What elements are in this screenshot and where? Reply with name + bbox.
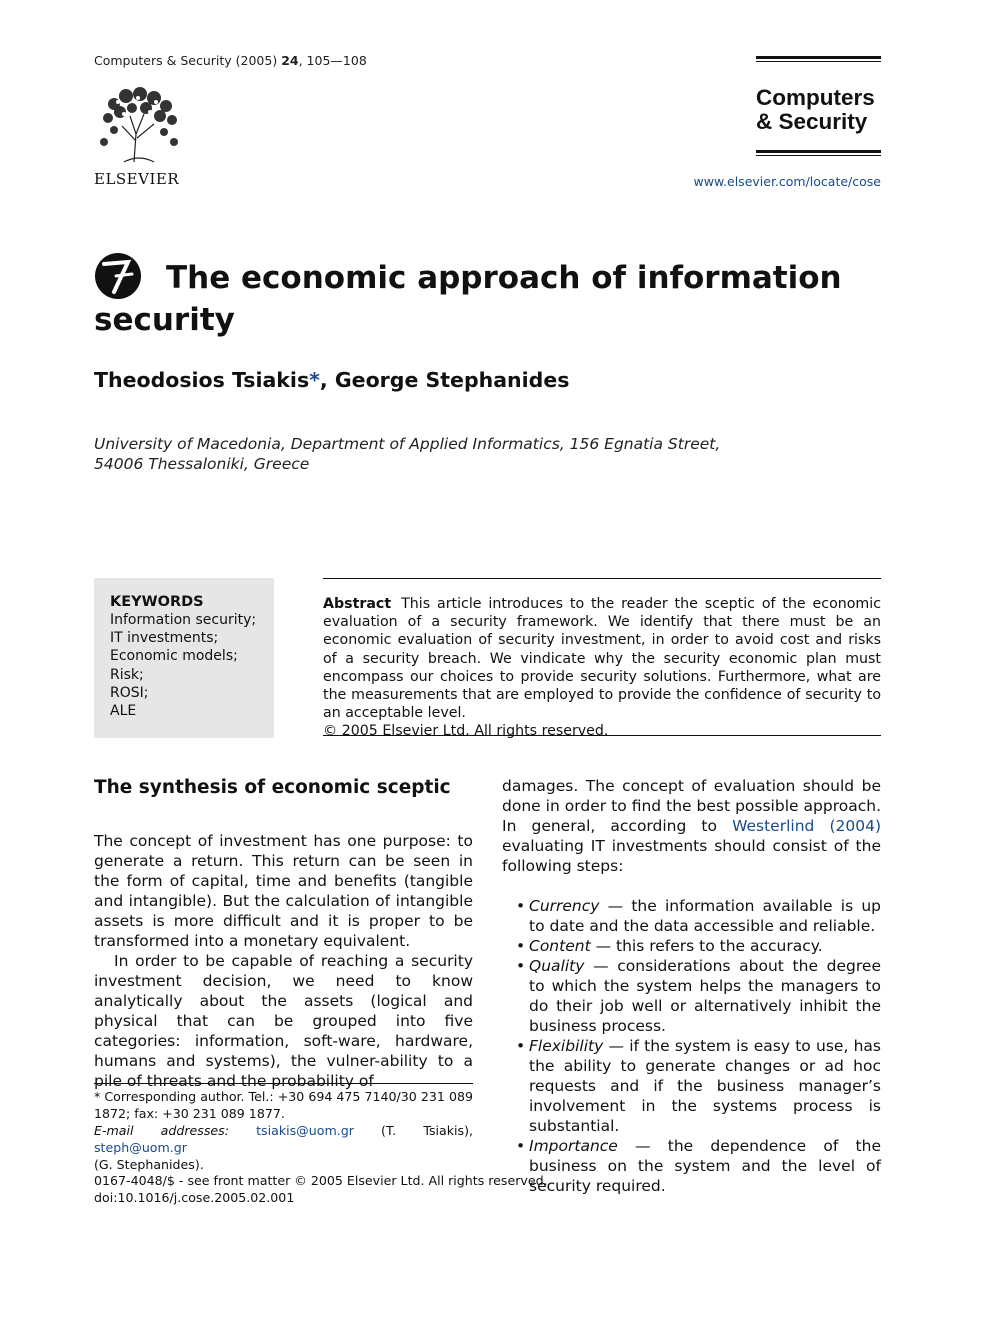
keywords-title: KEYWORDS xyxy=(110,594,204,610)
corresponding-author-mark[interactable]: * xyxy=(309,368,320,392)
list-item-term: Currency xyxy=(529,897,600,915)
email-note xyxy=(94,1122,473,1173)
bullet-icon: • xyxy=(516,897,526,915)
keyword-item: Information security; xyxy=(110,612,257,628)
keyword-item: IT investments; xyxy=(110,630,219,647)
affiliation-line2: 54006 Thessaloniki, Greece xyxy=(94,455,310,473)
list-item xyxy=(502,936,881,956)
journal-rule-top xyxy=(756,56,881,59)
email-label: E-mail addresses: xyxy=(94,1123,229,1138)
email-name-2: (G. Stephanides). xyxy=(94,1157,204,1172)
list-item-term: Quality xyxy=(529,957,585,975)
keyword-item: Risk; xyxy=(110,666,144,683)
list-item-term: Flexibility xyxy=(529,1037,604,1055)
journal-rule-bottom-thin xyxy=(756,155,881,156)
doi-line[interactable]: doi:10.1016/j.cose.2005.02.001 xyxy=(94,1190,295,1205)
keyword-item: ALE xyxy=(110,703,137,720)
list-item-text: — this refers to the accuracy. xyxy=(590,937,823,955)
journal-brand xyxy=(756,56,881,156)
body-paragraph: In order to be capable of reaching a security investment decision, we need to know analytically about the assets (logical and physical that can be grouped into five categories: information, soft-ware, hardware, humans and systems), the vulner-ability to a pile of threats and the probability of xyxy=(94,952,473,1090)
abstract-text xyxy=(323,595,881,722)
list-item xyxy=(502,1136,881,1196)
citation-volume: 24 xyxy=(281,53,299,68)
list-item-text: — considerations about the degree to which the system helps the managers to do their job well or alternatively inhibit the business process. xyxy=(529,957,881,1035)
keywords-box xyxy=(94,578,274,738)
page-footer xyxy=(94,1172,548,1206)
citation-journal: Computers & Security (2005) xyxy=(94,53,278,68)
list-item xyxy=(502,956,881,1036)
bullet-icon: • xyxy=(516,937,526,955)
section-heading: The synthesis of economic sceptic xyxy=(94,777,451,798)
para3-after: evaluating IT investments should consist of the following steps: xyxy=(502,837,881,875)
list-item-text: — the dependence of the business on the system and the level of security required. xyxy=(529,1137,881,1195)
journal-name-line2: & Security xyxy=(756,109,868,134)
journal-citation xyxy=(94,53,367,68)
issn-line: 0167-4048/$ - see front matter © 2005 Elsevier Ltd. All rights reserved. xyxy=(94,1173,548,1188)
affiliation xyxy=(94,434,720,474)
footnotes xyxy=(94,1088,473,1173)
author-separator: , xyxy=(319,368,335,392)
keyword-item: Economic models; xyxy=(110,648,238,665)
body-column-right xyxy=(502,776,881,1196)
abstract-copyright: © 2005 Elsevier Ltd. All rights reserved. xyxy=(323,723,609,740)
abstract-body: This article introduces to the reader the sceptic of the economic evaluation of a security framework. We identify that there must be an economic evaluation of security investment, in order to avoid cost and risks of a security breach. We vindicate why the security economic plan must encompass our choices to provide security solutions. Furthermore, what are the measurements that are employed to provide the confidence of security to an acceptable level. xyxy=(323,596,881,722)
author-2: George Stephanides xyxy=(334,368,570,392)
abstract-box xyxy=(323,578,881,740)
affiliation-line1: University of Macedonia, Department of Applied Informatics, 156 Egnatia Street, xyxy=(94,435,721,453)
bullet-icon: • xyxy=(516,957,526,975)
article-title-block xyxy=(94,252,854,340)
list-item-term: Content xyxy=(529,937,591,955)
list-item-text: — if the system is easy to use, has the ability to generate changes or ad hoc requests and if the business manager’s involvement in the systems process is substantial. xyxy=(529,1037,881,1135)
bullet-icon: • xyxy=(516,1037,526,1055)
author-list xyxy=(94,368,569,392)
body-column-left xyxy=(94,776,473,1091)
reference-link[interactable]: Westerlind (2004) xyxy=(732,817,881,835)
email-name-1: (T. Tsiakis), xyxy=(353,1123,473,1138)
citation-pages: , 105—108 xyxy=(298,53,367,68)
journal-name xyxy=(756,62,881,150)
keyword-item: ROSI; xyxy=(110,684,149,701)
list-item-term: Importance xyxy=(529,1137,618,1155)
list-item xyxy=(502,896,881,936)
elsevier-tree-icon xyxy=(94,86,184,164)
body-paragraph xyxy=(502,776,881,876)
article-title xyxy=(94,252,854,340)
author-1: Theodosios Tsiakis xyxy=(94,368,310,392)
list-item-text: — the information available is up to date and the data accessible and reliable. xyxy=(529,897,881,935)
publisher-name: ELSEVIER xyxy=(94,170,180,188)
abstract-label: Abstract xyxy=(323,596,392,612)
body-paragraph: The concept of investment has one purpose: to generate a return. This return can be seen in the form of capital, time and benefits (tangible and intangible). But the calculation of intangible assets is more difficult and it is proper to be transformed into a monetary equivalent. xyxy=(94,832,473,950)
corresponding-author-note: * Corresponding author. Tel.: +30 694 475 7140/30 231 089 1872; fax: +30 231 089 1877. xyxy=(94,1089,473,1121)
journal-rule-bottom xyxy=(756,150,881,153)
article-title-text: The economic approach of information security xyxy=(94,260,842,338)
journal-url-link[interactable]: www.elsevier.com/locate/cose xyxy=(693,174,881,189)
bullet-icon: • xyxy=(516,1137,526,1155)
para3-before: damages. The concept of evaluation should be done in order to find the best possible approach. In general, according to xyxy=(502,777,881,835)
list-item xyxy=(502,1036,881,1136)
crossmark-icon[interactable] xyxy=(94,252,142,300)
email-link-1[interactable]: tsiakis@uom.gr xyxy=(256,1123,354,1138)
journal-name-line1: Computers xyxy=(756,85,875,110)
publisher-logo xyxy=(94,86,186,188)
footnote-divider xyxy=(94,1083,473,1084)
evaluation-steps-list xyxy=(502,896,881,1196)
email-link-2[interactable]: steph@uom.gr xyxy=(94,1140,187,1155)
